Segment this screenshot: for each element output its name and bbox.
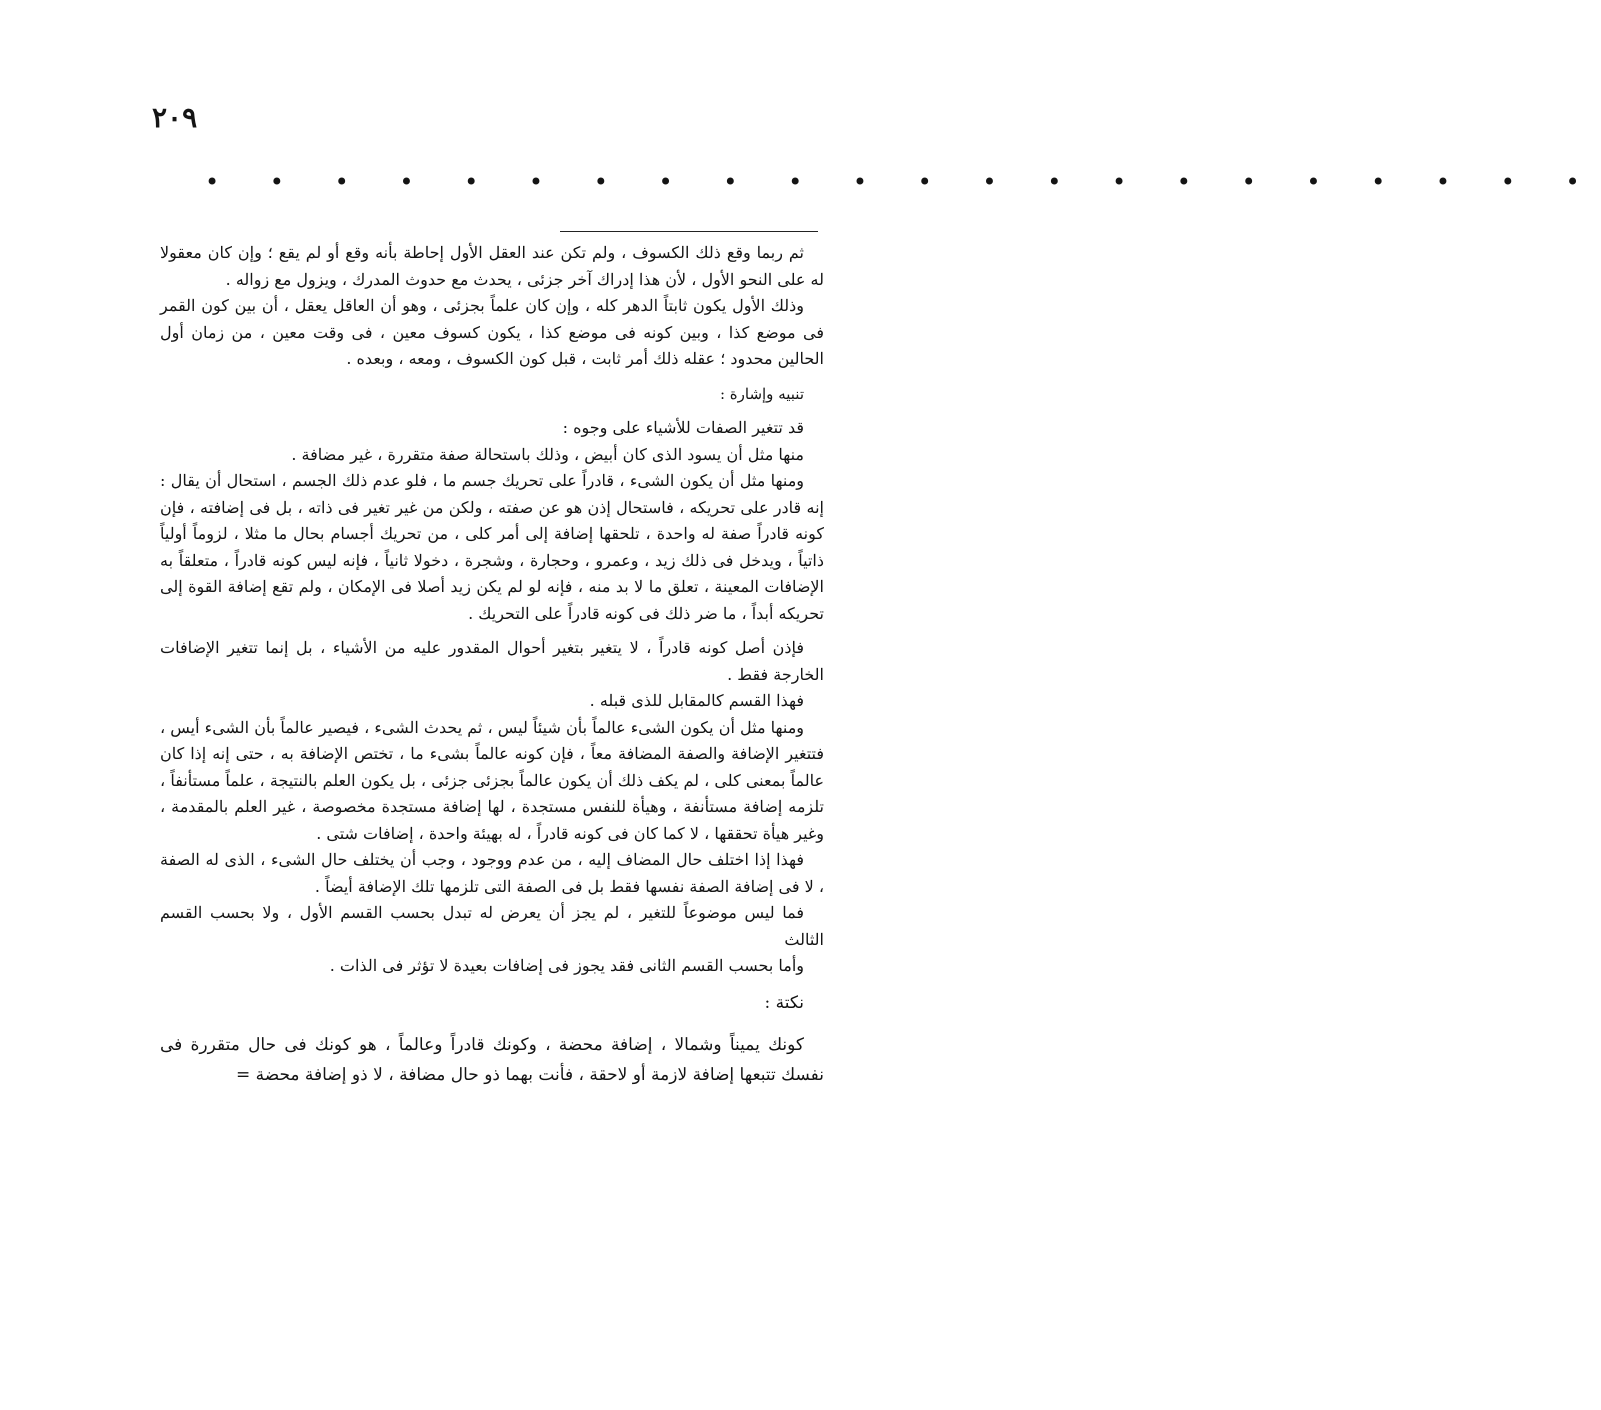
section-heading-tanbih: تنبيه وإشارة : (719, 384, 804, 403)
page-number: ٢٠٩ (152, 101, 198, 134)
paragraph-10a: فما ليس موضوعاً للتغير ، لم يجز أن يعرض له تبدل بحسب القسم الأول ، ولا بحسب القسم الثالث (160, 903, 824, 949)
section-heading-nukta: نكتة : (764, 992, 804, 1013)
paragraph-11: كونك يميناً وشمالا ، إضافة محضة ، وكونك قادراً وعالماً ، هو كونك فى حال متقررة فى نفسك تتبعها إضافة لازمة أو لاحقة ، فأنت بهما ذو حال مضافة ، لا ذو إضافة محضة = (160, 1035, 824, 1085)
paragraph-6: فإذن أصل كونه قادراً ، لا يتغير بتغير أحوال المقدور عليه من الأشياء ، بل إنما تتغير الإضافات الخارجة فقط . (160, 638, 824, 684)
paragraph-8: ومنها مثل أن يكون الشىء عالماً بأن شيئاً ليس ، ثم يحدث الشىء ، فيصير عالماً بأن الشىء أيس ، فتتغير الإضافة والصفة المضافة معاً ، فإن كونه عالماً بشىء ما ، تختص الإضافة به ، حتى إنه إذا كان عالماً بمعنى كلى ، لم يكف ذلك أن يكون عالماً بجزئى جزئى ، بل يكون العلم بالنتيجة ، علماً مستأنفاً ، تلزمه إضافة مستأنفة ، وهيأة للنفس مستجدة ، لها إضافة مستجدة مخصوصة ، غير العلم بالمقدمة ، وغير هيأة تحققها ، لا كما كان فى كونه قادراً ، له بهيئة واحدة ، إضافات شتى . (160, 717, 824, 843)
paragraph-3: قد تتغير الصفات للأشياء على وجوه : (562, 418, 804, 437)
page-body-text (160, 240, 824, 1090)
paragraph-10b: وأما بحسب القسم الثانى فقد يجوز فى إضافات بعيدة لا تؤثر فى الذات . (329, 956, 804, 975)
paragraph-9: فهذا إذا اختلف حال المضاف إليه ، من عدم ووجود ، وجب أن يختلف حال الشىء ، الذى له الصفة ، لا فى إضافة الصفة نفسها فقط بل فى الصفة التى تلزمها تلك الإضافة أيضاً . (160, 850, 824, 896)
paragraph-7: فهذا القسم كالمقابل للذى قبله . (589, 691, 804, 710)
paragraph-4: منها مثل أن يسود الذى كان أبيض ، وذلك باستحالة صفة متقررة ، غير مضافة . (291, 444, 804, 464)
ellipsis-dots-separator: • • • • • • • • • • • • • • • • • • • • • • (205, 168, 1601, 196)
footnote-rule (560, 231, 818, 232)
paragraph-1: ثم ربما وقع ذلك الكسوف ، ولم تكن عند العقل الأول إحاطة بأنه وقع أو لم يقع ؛ وإن كان معقولا له على النحو الأول ، لأن هذا إدراك آخر جزئى ، يحدث مع حدوث المدرك ، ويزول مع زواله . (160, 243, 824, 289)
paragraph-5: ومنها مثل أن يكون الشىء ، قادراً على تحريك جسم ما ، فلو عدم ذلك الجسم ، استحال أن يقال : إنه قادر على تحريكه ، فاستحال إذن هو عن صفته ، ولكن من غير تغير فى ذاته ، بل فى إضافته ، فإن كونه قادراً صفة له واحدة ، تلحقها إضافة إلى أمر كلى ، من تحريك أجسام بحال ما مثلا ، لزوماً أولياً ذاتياً ، ويدخل فى ذلك زيد ، وعمرو ، وحجارة ، وشجرة ، دخولا ثانياً ، فإنه ليس كونه قادراً ، متعلقاً به الإضافات المعينة ، تعلق ما لا بد منه ، فإنه لو لم يكن زيد أصلا فى الإمكان ، ولم تقع إضافة القوة إلى تحريكه أبداً ، ما ضر ذلك فى كونه قادراً على التحريك . (160, 471, 824, 623)
paragraph-2: وذلك الأول يكون ثابتاً الدهر كله ، وإن كان علماً بجزئى ، وهو أن العاقل يعقل ، أن بين كون القمر فى موضع كذا ، وبين كونه فى موضع كذا ، يكون كسوف معين ، فى وقت معين ، من زمان أول الحالين محدود ؛ عقله ذلك أمر ثابت ، قبل كون الكسوف ، ومعه ، وبعده . (160, 296, 825, 368)
